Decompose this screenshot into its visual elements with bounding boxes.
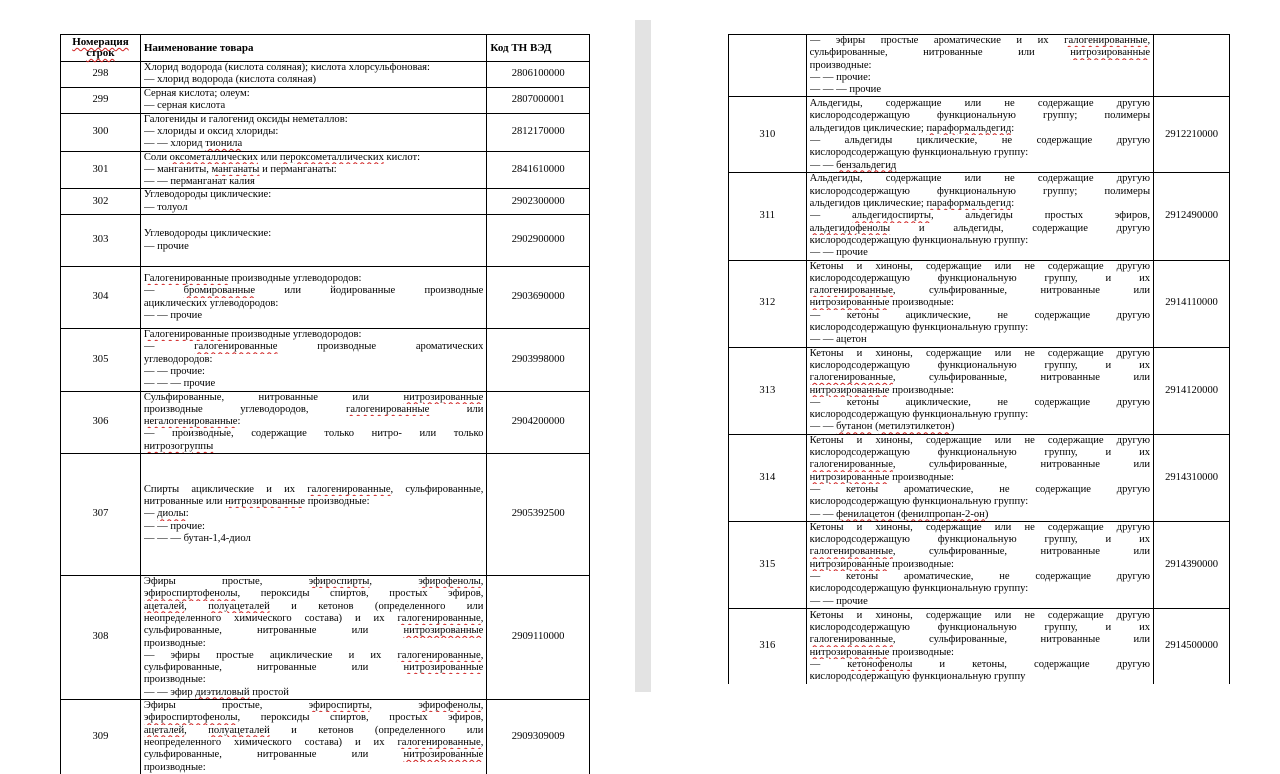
goods-description: [140, 329, 487, 391]
row-number: 316: [729, 608, 807, 684]
row-number: 313: [729, 347, 807, 434]
description-line: нитрозированные производные:: [809, 646, 954, 658]
goods-description: [806, 260, 1153, 347]
description-line: — — прочие: [809, 247, 868, 259]
description-line: галогенированные, сульфированные, нитрованные или: [809, 459, 1151, 471]
description-line: Сульфированные, нитрованные или нитрозированные: [143, 391, 484, 403]
document-page-right: [728, 34, 1230, 684]
description-line: производные:: [143, 761, 206, 773]
goods-description: [140, 113, 487, 151]
goods-description: [140, 700, 487, 774]
description-line: галогенированные, сульфированные, нитрованные или: [809, 372, 1151, 384]
tn-ved-code: 2903998000: [487, 329, 590, 391]
description-line: производные:: [809, 59, 872, 71]
row-number: 304: [61, 267, 141, 329]
tn-ved-code: 2912210000: [1154, 97, 1230, 173]
description-line: нитрозированные производные:: [809, 297, 954, 309]
description-line: — — прочие:: [143, 365, 205, 377]
description-line: ацеталей, полуацеталей и кетонов (определенного или: [143, 724, 484, 736]
header-line-numbers: Номерация строк: [61, 35, 141, 62]
goods-description: [140, 62, 487, 88]
table-row: [61, 454, 590, 576]
goods-description: [140, 215, 487, 267]
table-row: [61, 391, 590, 453]
description-line: кислородсодержащую функциональную группу: [809, 671, 1026, 683]
description-line: эфироспиртофенолы, пероксиды спиртов, простых эфиров,: [143, 588, 484, 600]
tn-ved-code: 2909309009: [487, 700, 590, 774]
goods-table-left: [60, 34, 590, 774]
description-line: кислородсодержащую функциональную группу; полимеры: [809, 185, 1151, 197]
description-line: кислородсодержащую функциональную группу:: [809, 496, 1029, 508]
tn-ved-code: 2904200000: [487, 391, 590, 453]
description-line: Эфиры простые, эфироспирты, эфирофенолы,: [143, 576, 484, 588]
description-line: альдегидов циклические; параформальдегид:: [809, 198, 1015, 210]
table-row: [61, 576, 590, 700]
description-line: — — бутанон (метилэтилкетон): [809, 421, 955, 433]
description-line: — — фенилацетон (фенилпропан-2-он): [809, 508, 989, 520]
tn-ved-code: 2914110000: [1154, 260, 1230, 347]
table-row: [729, 434, 1230, 521]
goods-description: [140, 391, 487, 453]
description-line: — галогенированные производные ароматических: [143, 341, 484, 353]
description-line: негалогенированные:: [143, 416, 241, 428]
description-line: кислородсодержащую функциональную группу; полимеры: [809, 110, 1151, 122]
description-line: — — прочие:: [809, 71, 871, 83]
description-line: Серная кислота; олеум:: [143, 87, 250, 99]
table-row: [729, 347, 1230, 434]
tn-ved-code: 2806100000: [487, 62, 590, 88]
row-number: 298: [61, 62, 141, 88]
tn-ved-code: [1154, 35, 1230, 97]
description-line: производные:: [143, 637, 206, 649]
description-line: Галогенированные производные углеводородов:: [143, 329, 362, 341]
tn-ved-code: 2902900000: [487, 215, 590, 267]
description-line: кислородсодержащую функциональную группу, и их: [809, 622, 1151, 634]
description-line: — серная кислота: [143, 100, 226, 112]
description-line: — — прочие: [143, 309, 203, 321]
row-number: 303: [61, 215, 141, 267]
description-line: — — прочие: [809, 595, 868, 607]
description-line: — альдегидоспирты, альдегиды простых эфиров,: [809, 210, 1151, 222]
table-row: [729, 608, 1230, 684]
goods-description: [140, 454, 487, 576]
description-line: нитрозированные производные:: [809, 471, 954, 483]
description-line: кислородсодержащую функциональную группу:: [809, 583, 1029, 595]
description-line: Кетоны и хиноны, содержащие или не содержащие другую: [809, 521, 1151, 533]
description-line: альдегидов циклические; параформальдегид:: [809, 122, 1015, 134]
description-line: нитрозированные производные:: [809, 558, 954, 570]
description-line: нитрозированные производные:: [809, 384, 954, 396]
goods-description: [806, 521, 1153, 608]
description-line: неопределенного химического состава) и их галогенированные,: [143, 736, 484, 748]
table-row: [729, 35, 1230, 97]
table-row: [61, 329, 590, 391]
row-number: 301: [61, 151, 141, 189]
row-number: 312: [729, 260, 807, 347]
description-line: — — бензальдегид: [809, 159, 897, 171]
goods-description: [140, 267, 487, 329]
description-line: Углеводороды циклические:: [143, 189, 272, 201]
description-line: — эфиры простые ароматические и их галогенированные,: [809, 35, 1151, 46]
row-number: 302: [61, 189, 141, 215]
description-line: ацеталей, полуацеталей и кетонов (определенного или: [143, 600, 484, 612]
table-row: [729, 97, 1230, 173]
row-number: 307: [61, 454, 141, 576]
goods-description: [806, 97, 1153, 173]
description-line: нитрозогруппы: [143, 440, 214, 452]
description-line: сульфированные, нитрованные или нитрозированные: [143, 749, 484, 761]
description-line: Кетоны и хиноны, содержащие или не содержащие другую: [809, 347, 1151, 359]
description-line: Хлорид водорода (кислота соляная); кислота хлорсульфоновая:: [143, 62, 430, 73]
goods-table-right: [728, 34, 1230, 684]
description-line: — производные, содержащие только нитро- или только: [143, 428, 484, 440]
table-header-row: [61, 35, 590, 62]
description-line: кислородсодержащую функциональную группу:: [809, 147, 1029, 159]
table-row: [61, 151, 590, 189]
description-line: — толуол: [143, 201, 188, 213]
description-line: Углеводороды циклические:: [143, 228, 272, 240]
goods-description: [806, 434, 1153, 521]
description-line: производные:: [143, 674, 206, 686]
description-line: — — — прочие: [809, 84, 882, 96]
page-gap: [635, 20, 651, 692]
description-line: кислородсодержащую функциональную группу, и их: [809, 272, 1151, 284]
tn-ved-code: 2914310000: [1154, 434, 1230, 521]
description-line: Кетоны и хиноны, содержащие или не содержащие другую: [809, 609, 1151, 621]
description-line: кислородсодержащую функциональную группу:: [809, 409, 1029, 421]
tn-ved-code: 2841610000: [487, 151, 590, 189]
table-row: [729, 260, 1230, 347]
description-line: сульфированные, нитрованные или нитрозированные: [809, 47, 1151, 59]
table-row: [729, 521, 1230, 608]
table-row: [729, 173, 1230, 260]
table-row: [61, 215, 590, 267]
row-number: 308: [61, 576, 141, 700]
row-number: 314: [729, 434, 807, 521]
description-line: альдегидофенолы и альдегиды, содержащие другую: [809, 222, 1151, 234]
goods-description: [140, 576, 487, 700]
description-line: — — эфир диэтиловый простой: [143, 686, 289, 698]
description-line: Кетоны и хиноны, содержащие или не содержащие другую: [809, 434, 1151, 446]
description-line: — диолы:: [143, 508, 189, 520]
row-number: 315: [729, 521, 807, 608]
description-line: — кетоны ациклические, не содержащие другую: [809, 309, 1151, 321]
description-line: — кетоны ациклические, не содержащие другую: [809, 396, 1151, 408]
description-line: — — перманганат калия: [143, 176, 255, 188]
description-line: — кетоны ароматические, не содержащие другую: [809, 483, 1151, 495]
tn-ved-code: 2812170000: [487, 113, 590, 151]
description-line: Альдегиды, содержащие или не содержащие другую: [809, 173, 1151, 185]
tn-ved-code: 2909110000: [487, 576, 590, 700]
description-line: — — прочие:: [143, 520, 205, 532]
description-line: — хлорид водорода (кислота соляная): [143, 74, 316, 86]
row-number: 305: [61, 329, 141, 391]
row-number: 306: [61, 391, 141, 453]
goods-description: [140, 189, 487, 215]
table-row: [61, 113, 590, 151]
tn-ved-code: 2912490000: [1154, 173, 1230, 260]
document-page-left: [60, 34, 590, 774]
header-tn-ved-code: Код ТН ВЭД: [487, 35, 590, 62]
description-line: — манганиты, манганаты и перманганаты:: [143, 163, 337, 175]
description-line: галогенированные, сульфированные, нитрованные или: [809, 285, 1151, 297]
description-line: — — — бутан-1,4-диол: [143, 532, 251, 544]
tn-ved-code: 2903690000: [487, 267, 590, 329]
description-line: Галогенированные производные углеводородов:: [143, 272, 362, 284]
goods-description: [806, 35, 1153, 97]
description-line: производные углеводородов, галогенированные или: [143, 403, 484, 415]
tn-ved-code: 2914120000: [1154, 347, 1230, 434]
row-number: 300: [61, 113, 141, 151]
tn-ved-code: 2914390000: [1154, 521, 1230, 608]
header-goods-name: Наименование товара: [140, 35, 487, 62]
description-line: — — — прочие: [143, 378, 216, 390]
table-row: [61, 189, 590, 215]
description-line: — кетоны ароматические, не содержащие другую: [809, 570, 1151, 582]
row-number: 299: [61, 87, 141, 113]
description-line: нитрованные или нитрозированные производные:: [143, 496, 370, 508]
description-line: — хлориды и оксид хлориды:: [143, 125, 279, 137]
description-line: — бромированные или йодированные производные: [143, 285, 484, 297]
goods-description: [806, 347, 1153, 434]
description-line: эфироспиртофенолы, пероксиды спиртов, простых эфиров,: [143, 712, 484, 724]
goods-description: [140, 87, 487, 113]
description-line: — прочие: [143, 240, 189, 252]
description-line: сульфированные, нитрованные или нитрозированные: [143, 625, 484, 637]
description-line: — — ацетон: [809, 334, 867, 346]
goods-description: [806, 173, 1153, 260]
row-number: 309: [61, 700, 141, 774]
row-number: 310: [729, 97, 807, 173]
description-line: Галогениды и галогенид оксиды неметаллов:: [143, 113, 348, 125]
tn-ved-code: 2905392500: [487, 454, 590, 576]
description-line: неопределенного химического состава) и их галогенированные,: [143, 612, 484, 624]
description-line: углеводородов:: [143, 353, 213, 365]
table-row: [61, 700, 590, 774]
description-line: — эфиры простые ациклические и их галогенированные,: [143, 649, 484, 661]
description-line: Альдегиды, содержащие или не содержащие другую: [809, 98, 1151, 110]
description-line: Соли оксометаллических или пероксометаллических кислот:: [143, 151, 421, 163]
tn-ved-code: 2902300000: [487, 189, 590, 215]
description-line: Эфиры простые, эфироспирты, эфирофенолы,: [143, 700, 484, 712]
table-row: [61, 267, 590, 329]
description-line: кислородсодержащую функциональную группу, и их: [809, 534, 1151, 546]
description-line: кислородсодержащую функциональную группу, и их: [809, 359, 1151, 371]
tn-ved-code: 2807000001: [487, 87, 590, 113]
description-line: кислородсодержащую функциональную группу, и их: [809, 447, 1151, 459]
description-line: сульфированные, нитрованные или нитрозированные: [143, 662, 484, 674]
description-line: Кетоны и хиноны, содержащие или не содержащие другую: [809, 260, 1151, 272]
description-line: Спирты ациклические и их галогенированные, сульфированные,: [143, 483, 484, 495]
description-line: кислородсодержащую функциональную группу:: [809, 234, 1029, 246]
row-number: 311: [729, 173, 807, 260]
description-line: — — хлорид тионила: [143, 138, 243, 150]
table-row: [61, 62, 590, 88]
description-line: — кетонофенолы и кетоны, содержащие другую: [809, 658, 1151, 670]
goods-description: [140, 151, 487, 189]
tn-ved-code: 2914500000: [1154, 608, 1230, 684]
row-number: [729, 35, 807, 97]
description-line: — альдегиды циклические, не содержащие другую: [809, 134, 1151, 146]
goods-description: [806, 608, 1153, 684]
table-row: [61, 87, 590, 113]
description-line: ациклических углеводородов:: [143, 297, 279, 309]
description-line: кислородсодержащую функциональную группу:: [809, 322, 1029, 334]
description-line: галогенированные, сульфированные, нитрованные или: [809, 634, 1151, 646]
description-line: галогенированные, сульфированные, нитрованные или: [809, 546, 1151, 558]
